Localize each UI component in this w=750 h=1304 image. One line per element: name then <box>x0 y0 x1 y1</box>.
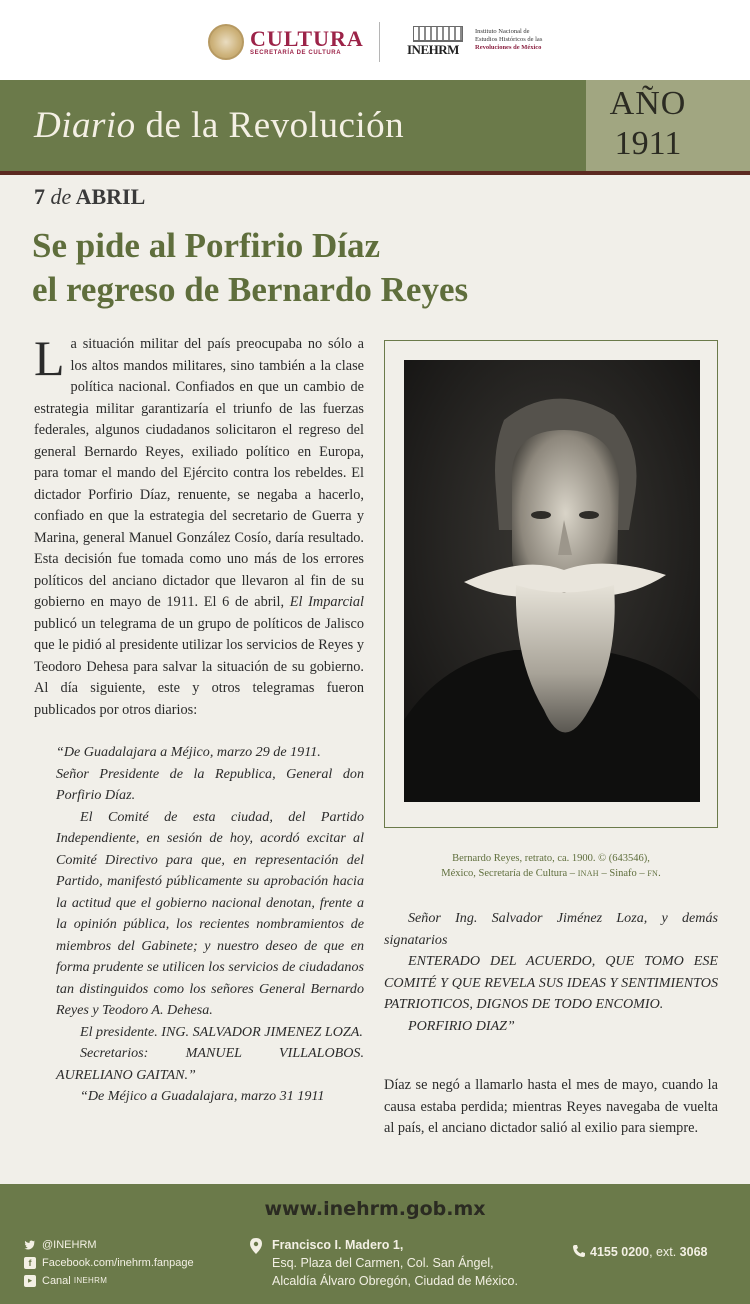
youtube-icon: ▶ <box>24 1275 36 1287</box>
caption-line-2 <box>384 866 718 881</box>
phone-extension: 3068 <box>679 1245 708 1259</box>
cultura-name: CULTURA <box>250 26 364 51</box>
series-title-italic: Diario <box>34 105 136 146</box>
building-icon <box>413 26 463 42</box>
headline-line-2: el regreso de Bernardo Reyes <box>32 270 469 309</box>
quote-1-secretaries: Secretarios: MANUEL VILLALOBOS. AURELIANO GAITAN.” <box>56 1045 364 1083</box>
inehrm-line-1: Instituto Nacional de <box>475 28 530 35</box>
quote-1-body: El Comité de esta ciudad, del Partido Independiente, en sesión de hoy, acordó excitar al Comité Directivo para que, en representación del Partido, manifestó públicamente su aprobación hacia la actitud que el gobierno nacional denotan, frente a la opinión pública, los recientes nombramientos de miembros del Gabinete; y nuestro deseo de que en forma prudente se utilicen los servicios de ciudadanos tan distinguidos como los señores General Bernardo Reyes y Teodoro A. Dehesa. <box>56 808 364 1018</box>
phone-ext-label: , ext. <box>649 1245 680 1259</box>
twitter-handle: @INEHRM <box>42 1239 97 1251</box>
portrait-photo <box>404 360 700 802</box>
logo-bar <box>0 0 750 80</box>
quote-2-heading: “De Méjico a Guadalajara, marzo 31 1911 <box>80 1088 325 1104</box>
newspaper-name: El Imparcial <box>289 594 365 610</box>
facebook-url: Facebook.com/inehrm.fanpage <box>42 1257 194 1269</box>
article-date <box>34 184 145 210</box>
article-body <box>34 330 365 721</box>
telegram-quote-2 <box>384 908 718 1037</box>
paragraph-1-part-a: a situación militar del país preocupaba no sólo a los altos mandos militares, sino también a la clase política nacional. Confiados en que un cambio de estrategia militar garantizaría el triunfo de las fuerzas federales, algunos ciudadanos solicitaron el regreso del general Bernardo Reyes, exiliado político en Europa, para tomar el mando del Ejército contra los rebeldes. El dictador Porfirio Díaz, renuente, se negaba a hacerlo, confiado en que la estrategia del secretario de Guerra y Marina, general Manuel González Cosío, daría resultado. Esta decisión fue tomada como uno más de los errores políticos del anciano dictador que llevaron al fin de su gobierno en mayo de 1911. El 6 de abril, <box>34 336 364 610</box>
quote-1-heading: “De Guadalajara a Méjico, marzo 29 de 1911. <box>56 744 321 760</box>
inehrm-name: INEHRM <box>407 42 459 57</box>
headline-line-1: Se pide al Porfirio Díaz <box>32 226 381 265</box>
youtube-prefix: Canal <box>42 1275 71 1287</box>
facebook-link[interactable] <box>24 1254 194 1272</box>
website-link[interactable]: www.inehrm.gob.mx <box>264 1198 486 1220</box>
logo-divider <box>379 22 380 62</box>
cultura-subtitle: SECRETARÍA DE CULTURA <box>250 50 342 56</box>
quote-2-signature: PORFIRIO DIAZ” <box>408 1017 515 1034</box>
twitter-link[interactable] <box>24 1236 194 1254</box>
headline <box>32 224 592 312</box>
inehrm-line-2: Estudios Históricos de las <box>475 36 543 43</box>
caption-end: . <box>658 868 661 879</box>
inehrm-line-3: Revoluciones de México <box>475 44 542 51</box>
location-pin-icon <box>250 1238 262 1254</box>
caption-line-2-a: México, Secretaría de Cultura – <box>441 868 578 879</box>
year-value: 1911 <box>614 125 682 162</box>
youtube-link[interactable] <box>24 1272 194 1290</box>
address-line-2: Esq. Plaza del Carmen, Col. San Ángel, <box>272 1256 494 1270</box>
date-month: ABRIL <box>75 184 146 209</box>
date-de: de <box>50 184 72 209</box>
date-day: 7 <box>34 184 45 209</box>
paragraph-1-part-b: publicó un telegrama de un grupo de políticos de Jalisco que le pidió al presidente utilizar los servicios de Reyes y Teodoro Dehesa para salvar la situación de su gobierno. Al día siguiente, este y otros telegramas fueron publicados por otros diarios: <box>34 615 364 718</box>
caption-line-1: Bernardo Reyes, retrato, ca. 1900. © (643546), <box>452 853 650 864</box>
phone-icon <box>572 1244 586 1258</box>
facebook-icon: f <box>24 1257 36 1269</box>
phone-number: 4155 0200 <box>590 1245 650 1259</box>
telegram-quote-1 <box>56 742 364 1108</box>
quote-1-addressee: Señor Presidente de la Republica, General don Porfirio Díaz. <box>56 765 364 803</box>
youtube-channel: INEHRM <box>73 1276 108 1285</box>
address-line-1: Francisco I. Madero 1, <box>272 1238 404 1252</box>
portrait-illustration <box>404 360 700 802</box>
inehrm-description <box>475 28 585 52</box>
caption-line-2-b: – Sinafo – <box>598 868 648 879</box>
mexico-emblem-icon <box>208 24 244 60</box>
year-label: AÑO <box>609 85 687 122</box>
twitter-icon <box>24 1239 36 1251</box>
series-title-rest: de la Revolución <box>135 105 405 146</box>
series-title <box>34 104 404 147</box>
article-outro: Díaz se negó a llamarlo hasta el mes de mayo, cuando la causa estaba perdida; mientras Reyes navegaba de vuelta al país, el anciano dictador salió al exilio para siempre. <box>384 1077 718 1136</box>
quote-2-body: ENTERADO DEL ACUERDO, QUE TOMO ESE COMITÉ Y QUE REVELA SUS IDEAS Y SENTIMIENTOS PATRIOTICOS, DIGNOS DE TODO ENCOMIO. <box>384 953 718 1012</box>
caption-fn: FN <box>647 869 659 878</box>
drop-cap: L <box>34 330 65 386</box>
social-links <box>24 1236 194 1290</box>
photo-caption <box>384 851 718 881</box>
band-divider <box>0 171 750 175</box>
address <box>252 1236 518 1290</box>
caption-inah: INAH <box>577 869 599 878</box>
address-line-3: Alcaldía Álvaro Obregón, Ciudad de México. <box>272 1274 518 1288</box>
quote-2-greeting: Señor Ing. Salvador Jiménez Loza, y demás signatarios <box>384 910 718 948</box>
quote-1-president: El presidente. ING. SALVADOR JIMENEZ LOZA. <box>80 1023 363 1040</box>
phone-contact[interactable] <box>572 1244 707 1259</box>
